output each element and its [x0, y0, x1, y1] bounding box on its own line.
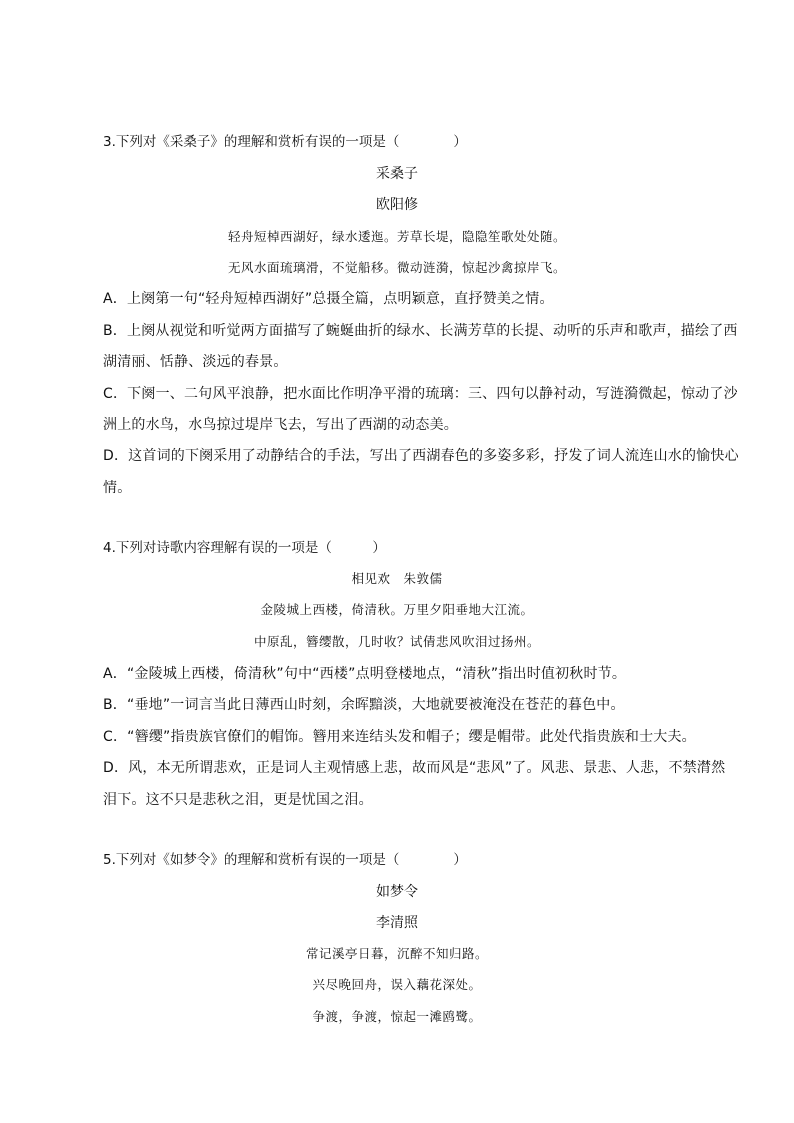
question-5-stem: 5.下列对《如梦令》的理解和赏析有误的一项是（ ） — [103, 852, 467, 868]
question-3-poem-title: 采桑子 — [376, 166, 418, 182]
question-3-stem: 3.下列对《采桑子》的理解和赏析有误的一项是（ ） — [103, 134, 467, 150]
question-4-poem-title: 相见欢 朱敦儒 — [351, 571, 443, 586]
question-4-option-d-cont: 泪下。这不只是悲秋之泪，更是忧国之泪。 — [103, 792, 373, 808]
question-4-stem: 4.下列对诗歌内容理解有误的一项是（ ） — [103, 540, 386, 556]
question-3-option-d-cont: 情。 — [103, 480, 132, 496]
question-3-poem-line-2: 无风水面琉璃滑，不觉船移。微动涟漪，惊起沙禽掠岸飞。 — [227, 260, 566, 275]
question-4-option-c: C．“簪缨”指贵族官僚们的帽饰。簪用来连结头发和帽子；缨是帽带。此处代指贵族和士大夫。 — [103, 729, 696, 745]
question-3-option-c: C．下阕一、二句风平浪静，把水面比作明净平滑的琉璃：三、四句以静衬动，写涟漪微起，惊动了沙 — [103, 386, 738, 402]
question-3-option-d: D．这首词的下阕采用了动静结合的手法，写出了西湖春色的多姿多彩，抒发了词人流连山水的愉快心 — [103, 448, 739, 464]
question-3-option-a: A．上阕第一句“轻舟短棹西湖好”总摄全篇，点明颖意，直抒赞美之情。 — [103, 291, 554, 307]
question-4-option-d: D．风，本无所谓悲欢，正是词人主观情感上悲，故而风是“悲风”了。风悲、景悲、人悲，不禁潸然 — [103, 760, 726, 776]
question-3-option-b-cont: 湖清丽、恬静、淡远的春景。 — [103, 354, 288, 370]
question-3-option-b: B．上阕从视觉和听觉两方面描写了蜿蜒曲折的绿水、长满芳草的长提、动听的乐声和歌声，描绘了西 — [103, 323, 738, 339]
question-4-option-a: A．“金陵城上西楼，倚清秋”句中“西楼”点明登楼地点，“清秋”指出时值初秋时节。 — [103, 666, 627, 682]
question-5-poem-author: 李清照 — [376, 915, 418, 931]
question-5-poem-title: 如梦令 — [376, 884, 418, 900]
question-4-poem-line-2: 中原乱，簪缨散，几时收？试倩悲风吹泪过扬州。 — [253, 634, 540, 649]
question-3-option-c-cont: 洲上的水鸟，水鸟掠过堤岸飞去，写出了西湖的动态美。 — [103, 417, 458, 433]
question-4-option-b: B．“垂地”一词言当此日薄西山时刻，余晖黯淡，大地就要被淹没在苍茫的暮色中。 — [103, 697, 625, 713]
question-5-poem-line-1: 常记溪亭日暮，沉醉不知归路。 — [305, 946, 488, 961]
question-5-poem-line-2: 兴尽晚回舟，误入藕花深处。 — [312, 977, 482, 992]
question-3-poem-line-1: 轻舟短棹西湖好，绿水逶迤。芳草长堤，隐隐笙歌处处随。 — [227, 229, 566, 244]
question-4-poem-line-1: 金陵城上西楼，倚清秋。万里夕阳垂地大江流。 — [260, 602, 534, 617]
question-5-poem-line-3: 争渡，争渡，惊起一滩鸥鹭。 — [312, 1009, 482, 1024]
question-3-poem-author: 欧阳修 — [376, 197, 418, 213]
